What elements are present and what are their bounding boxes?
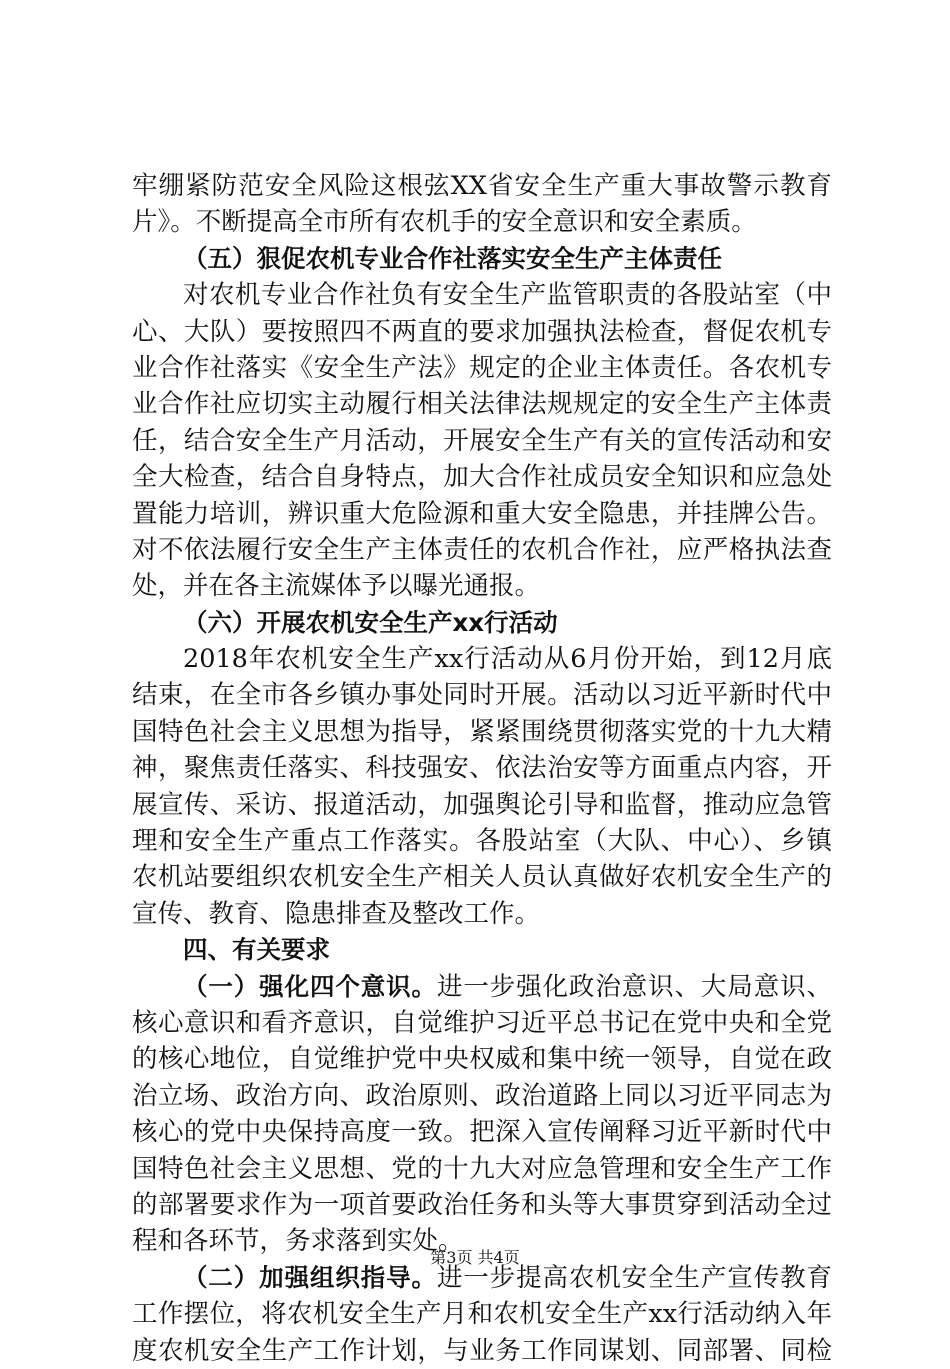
paragraph-line: 牢绷紧防范安全风险这根弦XX省安全生产重大事故警示教育 (132, 171, 832, 201)
paragraph-line: 全大检查，结合自身特点，加大合作社成员安全知识和应急处 (132, 462, 832, 493)
paragraph-line: 农机站要组织农机安全生产相关人员认真做好农机安全生产的 (132, 862, 832, 893)
paragraph-line: 业合作社应切实主动履行相关法律法规规定的安全生产主体责 (132, 389, 832, 420)
paragraph-line (132, 969, 832, 1005)
page-number: 第3页 共4页 (430, 1248, 520, 1267)
document-body (132, 168, 832, 1369)
paragraph-line: 业合作社落实《安全生产法》规定的企业主体责任。各农机专 (132, 352, 832, 383)
paragraph-line: 宣传、教育、隐患排查及整改工作。 (132, 898, 541, 929)
paragraph-line: 对不依法履行安全生产主体责任的农机合作社，应严格执法查 (132, 534, 832, 565)
paragraph-line: 国特色社会主义思想、党的十九大对应急管理和安全生产工作 (132, 1153, 832, 1184)
paragraph-line: 结束，在全市各乡镇办事处同时开展。活动以习近平新时代中 (132, 680, 832, 711)
paragraph-line: 对农机专业合作社负有安全生产监管职责的各股站室（中 (183, 280, 832, 311)
paragraph-line: 片》。不断提高全市所有农机手的安全意识和安全素质。 (132, 207, 757, 238)
inline-bold-heading: （二）加强组织指导。 (183, 1262, 437, 1292)
paragraph-line: 度农机安全生产工作计划，与业务工作同谋划、同部署、同检 (132, 1335, 832, 1366)
paragraph-line: 理和安全生产重点工作落实。各股站室（大队、中心）、乡镇 (132, 826, 832, 857)
section-heading: （五）狠促农机专业合作社落实安全生产主体责任 (183, 243, 722, 273)
paragraph-line: 处，并在各主流媒体予以曝光通报。 (132, 571, 541, 602)
inline-text: 进一步提高农机安全生产宣传教育 (436, 1262, 832, 1293)
inline-bold-heading: （一）强化四个意识。 (183, 971, 437, 1001)
paragraph-line: 工作摆位，将农机安全生产月和农机安全生产xx行活动纳入年 (132, 1299, 832, 1330)
paragraph-line: 核心意识和看齐意识，自觉维护习近平总书记在党中央和全党 (132, 1007, 832, 1038)
paragraph-line: 的部署要求作为一项首要政治任务和头等大事贯穿到活动全过 (132, 1189, 832, 1220)
paragraph-line: 程和各环节，务求落到实处。 (132, 1226, 464, 1257)
paragraph-line: 任，结合安全生产月活动，开展安全生产有关的宣传活动和安 (132, 425, 832, 456)
paragraph-line: 治立场、政治方向、政治原则、政治道路上同以习近平同志为 (132, 1080, 832, 1111)
section-heading: （六）开展农机安全生产xx行活动 (183, 607, 558, 637)
inline-text: 进一步强化政治意识、大局意识、 (436, 971, 832, 1002)
paragraph-line: 神，聚焦责任落实、科技强安、依法治安等方面重点内容，开 (132, 753, 832, 784)
paragraph-line: 国特色社会主义思想为指导，紧紧围绕贯彻落实党的十九大精 (132, 716, 832, 747)
page-footer (0, 1245, 950, 1268)
paragraph-line: 的核心地位，自觉维护党中央权威和集中统一领导，自觉在政 (132, 1044, 832, 1075)
section-heading: 四、有关要求 (183, 935, 330, 965)
paragraph-line: 2018年农机安全生产xx行活动从6月份开始，到12月底 (183, 644, 832, 675)
paragraph-line: 展宣传、采访、报道活动，加强舆论引导和监督，推动应急管 (132, 789, 832, 820)
paragraph-line: 心、大队）要按照四不两直的要求加强执法检查，督促农机专 (132, 316, 832, 347)
paragraph-line: 置能力培训，辨识重大危险源和重大安全隐患，并挂牌公告。 (132, 498, 832, 529)
paragraph-line: 核心的党中央保持高度一致。把深入宣传阐释习近平新时代中 (132, 1117, 832, 1148)
